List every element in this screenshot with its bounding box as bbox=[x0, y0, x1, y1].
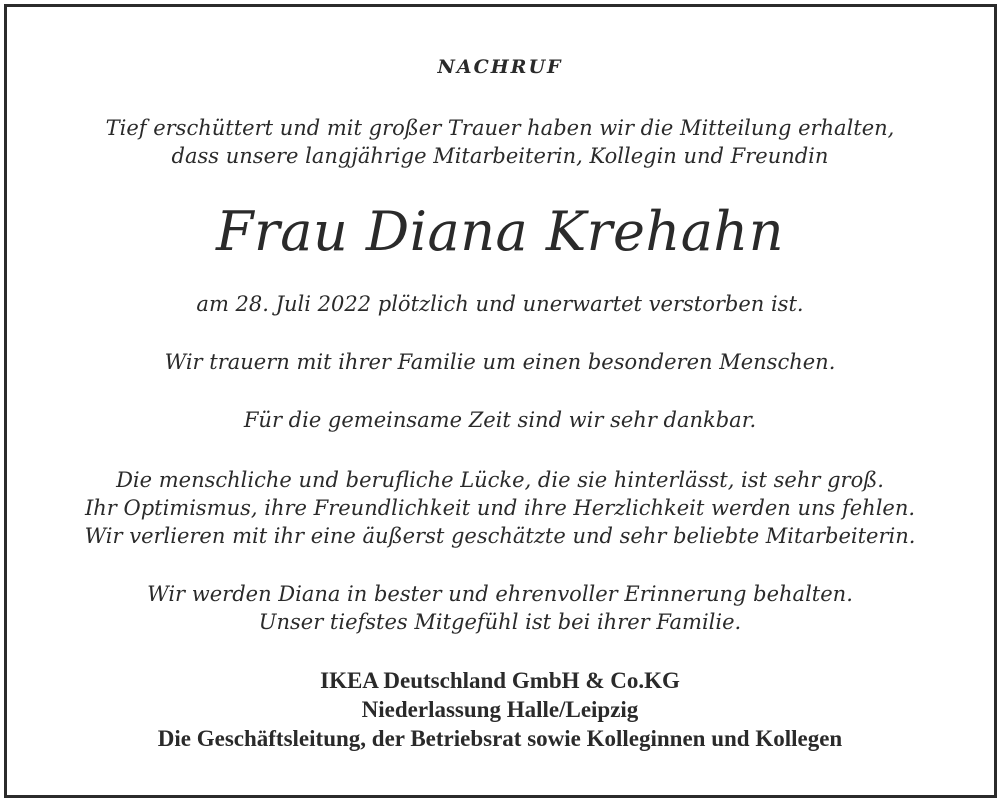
mourning-line: Wir trauern mit ihrer Familie um einen besonderen Menschen. bbox=[164, 350, 836, 374]
tribute-line-3: Wir verlieren mit ihr eine äußerst geschätzte und sehr beliebte Mitarbeiterin. bbox=[84, 524, 916, 548]
gratitude-line: Für die gemeinsame Zeit sind wir sehr dankbar. bbox=[243, 408, 757, 432]
intro-line-2: dass unsere langjährige Mitarbeiterin, Kollegin und Freundin bbox=[171, 144, 829, 168]
remembrance-line-1: Wir werden Diana in bester und ehrenvoller Erinnerung behalten. bbox=[147, 582, 853, 606]
remembrance-paragraph bbox=[0, 580, 1000, 636]
obituary-heading: NACHRUF bbox=[437, 56, 563, 78]
intro-paragraph bbox=[0, 114, 1000, 170]
tribute-line-2: Ihr Optimismus, ihre Freundlichkeit und ihre Herzlichkeit werden uns fehlen. bbox=[84, 496, 916, 520]
deceased-name: Frau Diana Krehahn bbox=[216, 200, 784, 263]
signature-people: Die Geschäftsleitung, der Betriebsrat sowie Kolleginnen und Kollegen bbox=[157, 726, 843, 751]
tribute-paragraph bbox=[0, 466, 1000, 550]
signature-block bbox=[0, 666, 1000, 753]
signature-branch: Niederlassung Halle/Leipzig bbox=[361, 697, 639, 722]
signature-company: IKEA Deutschland GmbH & Co.KG bbox=[320, 668, 680, 693]
intro-line-1: Tief erschüttert und mit großer Trauer haben wir die Mitteilung erhalten, bbox=[105, 116, 895, 140]
death-date-line: am 28. Juli 2022 plötzlich und unerwartet verstorben ist. bbox=[196, 292, 804, 316]
remembrance-line-2: Unser tiefstes Mitgefühl ist bei ihrer Familie. bbox=[258, 610, 742, 634]
tribute-line-1: Die menschliche und berufliche Lücke, die sie hinterlässt, ist sehr groß. bbox=[116, 468, 884, 492]
